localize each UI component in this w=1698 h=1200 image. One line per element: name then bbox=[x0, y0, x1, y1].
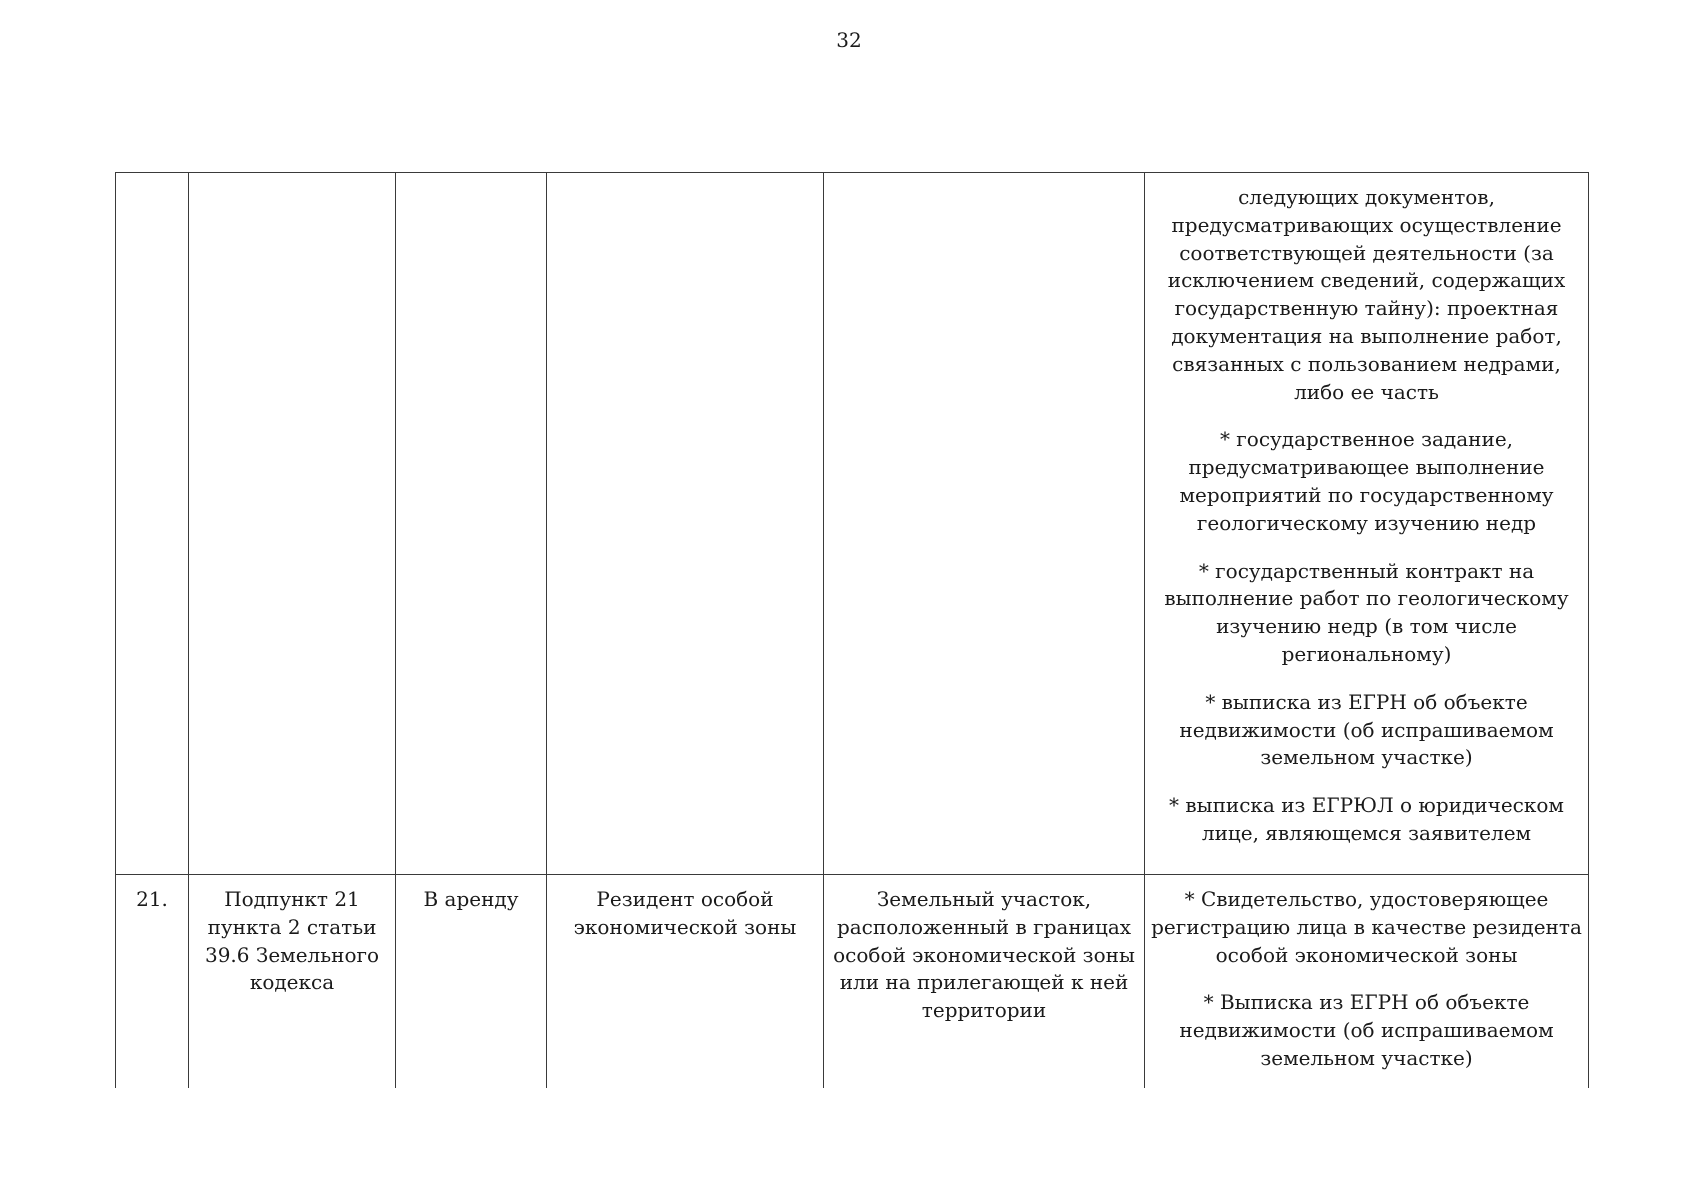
page-number: 32 bbox=[836, 28, 862, 52]
cell-number-empty bbox=[116, 173, 189, 875]
document-item: * Выписка из ЕГРН об объекте недвижимости (об испрашиваемом земельном участке) bbox=[1179, 990, 1554, 1070]
cell-right-type-empty bbox=[396, 173, 547, 875]
cell-documents bbox=[1145, 875, 1589, 1089]
cell-basis-empty bbox=[189, 173, 396, 875]
cell-applicant-empty bbox=[547, 173, 824, 875]
cell-basis: Подпункт 21 пункта 2 статьи 39.6 Земельного кодекса bbox=[189, 875, 396, 1089]
cell-land-plot: Земельный участок, расположенный в границах особой экономической зоны или на прилегающей к ней территории bbox=[824, 875, 1145, 1089]
document-item: * Свидетельство, удостоверяющее регистрацию лица в качестве резидента особой экономической зоны bbox=[1151, 887, 1582, 967]
document-item: * выписка из ЕГРЮЛ о юридическом лице, являющемся заявителем bbox=[1169, 793, 1564, 845]
cell-right-type: В аренду bbox=[396, 875, 547, 1089]
document-item: * государственное задание, предусматривающее выполнение мероприятий по государственному геологическому изучению недр bbox=[1179, 427, 1554, 535]
cell-land-plot-empty bbox=[824, 173, 1145, 875]
cell-number: 21. bbox=[116, 875, 189, 1089]
documents-table bbox=[115, 172, 1589, 1088]
document-item: следующих документов, предусматривающих осуществление соответствующей деятельности (за исключением сведений, содержащих государственную тайну): проектная документация на выполнение работ, связанных с пользованием недрами, либо ее часть bbox=[1167, 185, 1566, 404]
table-row-continuation bbox=[116, 173, 1589, 875]
document-item: * выписка из ЕГРН об объекте недвижимости (об испрашиваемом земельном участке) bbox=[1179, 689, 1554, 770]
cell-documents-continuation bbox=[1145, 173, 1589, 875]
cell-applicant: Резидент особой экономической зоны bbox=[547, 875, 824, 1089]
document-item: * государственный контракт на выполнение работ по геологическому изучению недр (в том числе региональному) bbox=[1164, 558, 1569, 666]
table-row-21 bbox=[116, 875, 1589, 1089]
